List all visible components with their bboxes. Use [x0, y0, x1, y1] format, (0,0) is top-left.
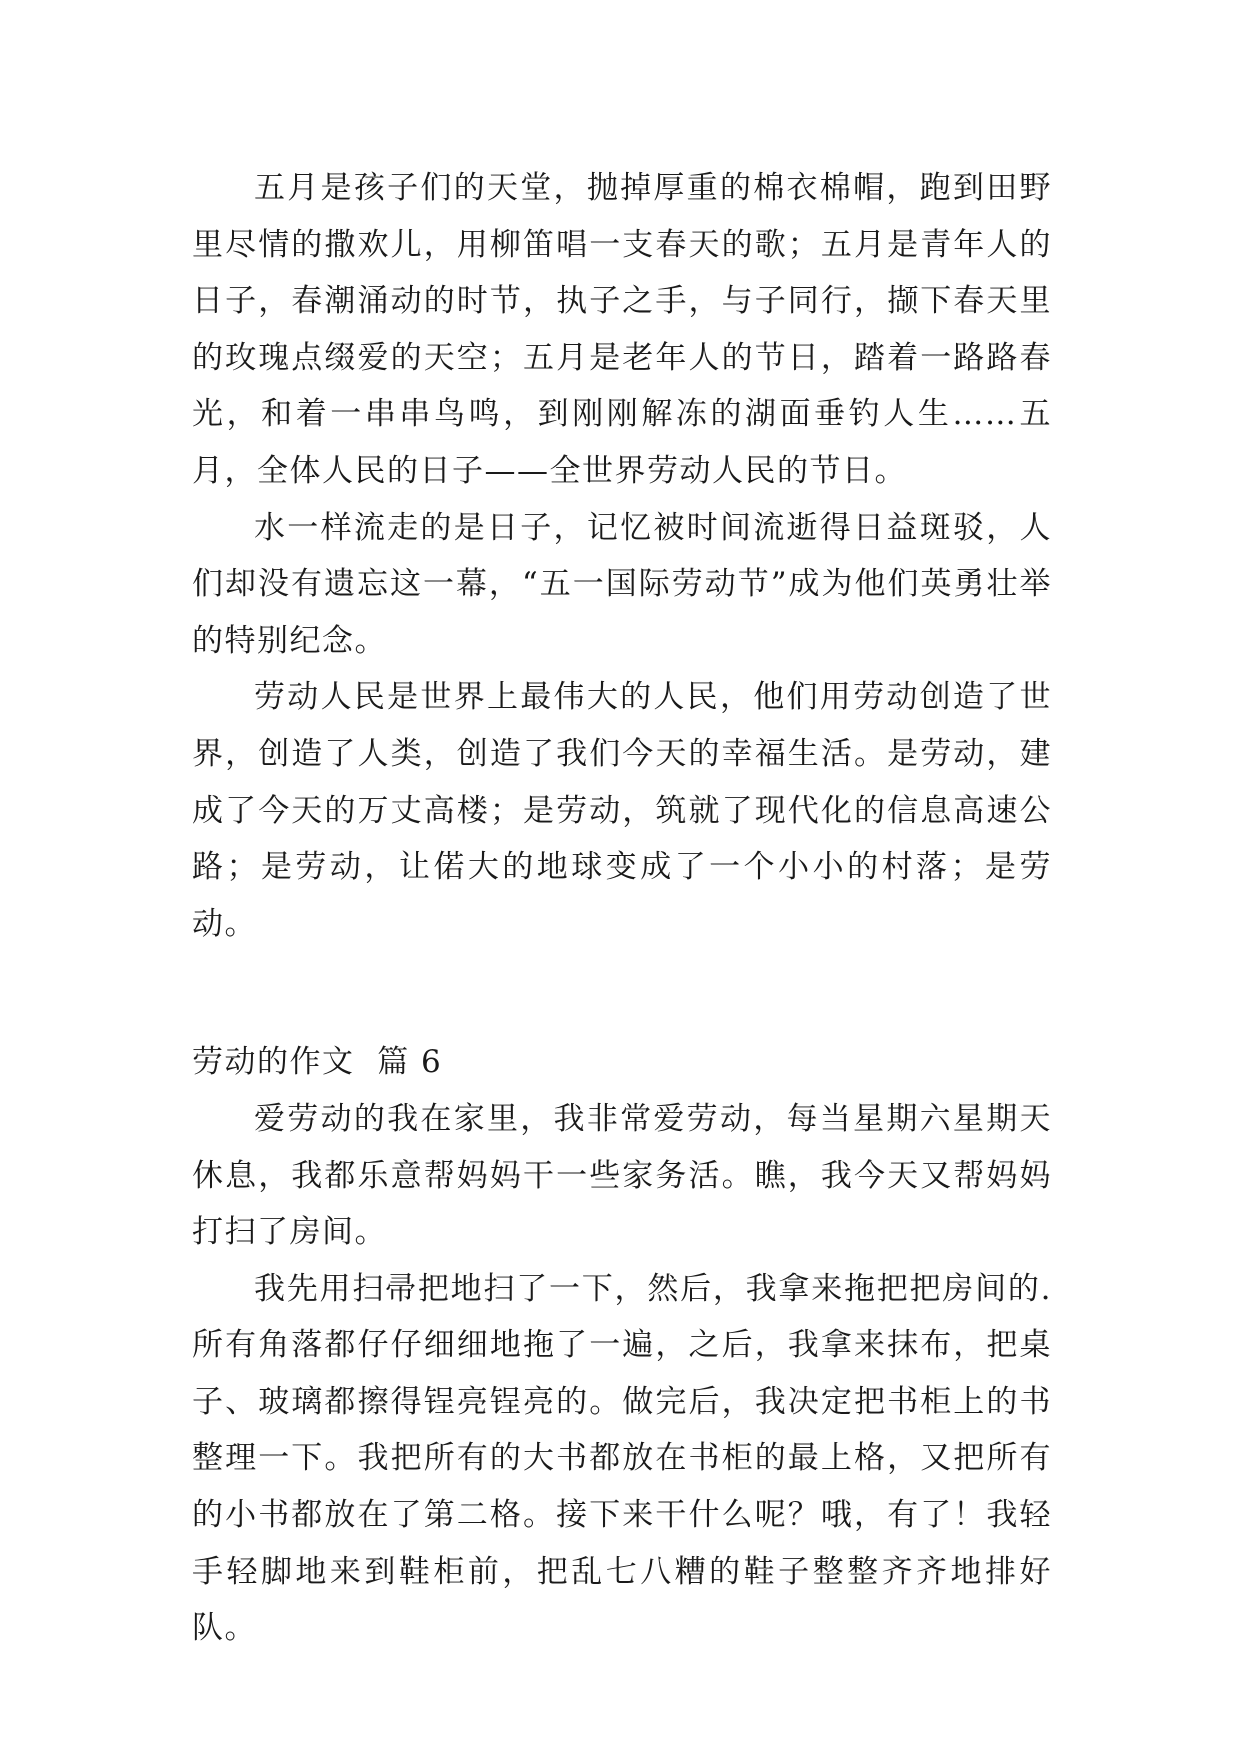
- paragraph-cleaning-room: 我先用扫帚把地扫了一下，然后，我拿来拖把把房间的.所有角落都仔仔细细地拖了一遍，之后，我拿来抹布，把桌子、玻璃都擦得锃亮锃亮的。做完后，我决定把书柜上的书整理一下。我把所有的大书都放在书柜的最上格，又把所有的小书都放在了第二格。接下来干什么呢？哦，有了！我轻手轻脚地来到鞋柜前，把乱七八糟的鞋子整整齐齐地排好队。: [192, 1270, 1052, 1647]
- paragraph-may-holiday: 五月是孩子们的天堂，抛掉厚重的棉衣棉帽，跑到田野里尽情的撒欢儿，用柳笛唱一支春天的歌；五月是青年人的日子，春潮涌动的时节，执子之手，与子同行，撷下春天里的玫瑰点缀爱的天空；五月是老年人的节日，踏着一路路春光，和着一串串鸟鸣，到刚刚解冻的湖面垂钓人生……五月，全体人民的日子——全世界劳动人民的节日。: [192, 170, 1052, 489]
- paragraph-love-labor: 爱劳动的我在家里，我非常爱劳动，每当星期六星期天休息，我都乐意帮妈妈干一些家务活。瞧，我今天又帮妈妈打扫了房间。: [192, 1100, 1052, 1251]
- paragraph-may-day-memorial: 水一样流走的是日子，记忆被时间流逝得日益斑驳，人们却没有遗忘这一幕，“五一国际劳动节”成为他们英勇壮举的特别纪念。: [192, 509, 1052, 659]
- paragraph-labor-people: 劳动人民是世界上最伟大的人民，他们用劳动创造了世界，创造了人类，创造了我们今天的幸福生活。是劳动，建成了今天的万丈高楼；是劳动，筑就了现代化的信息高速公路；是劳动，让偌大的地球变成了一个小小的村落；是劳动。: [192, 679, 1052, 942]
- document-body: [192, 160, 1052, 1657]
- section-heading: 劳动的作文 篇 6: [192, 1044, 443, 1081]
